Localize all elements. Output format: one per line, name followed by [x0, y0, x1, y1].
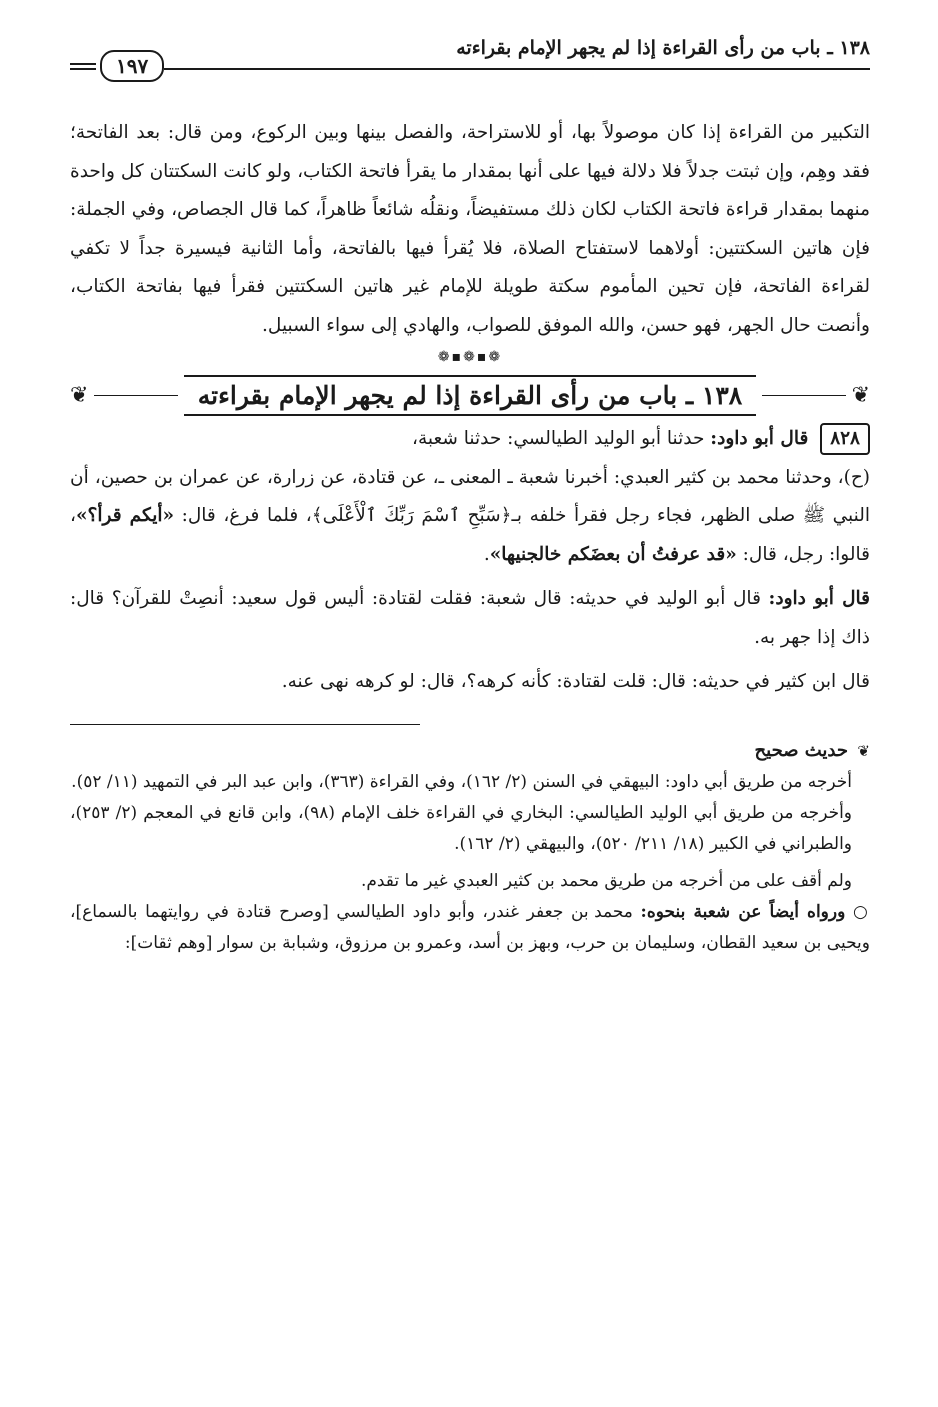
narrator-label: قال أبو داود: — [768, 588, 870, 609]
ibn-kathir-comment: قال ابن كثير في حديثه: قال: قلت لقتادة: كأنه كرهه؟، قال: لو كرهه نهى عنه. — [281, 671, 870, 692]
flourish-icon: ❦ — [851, 383, 870, 408]
bullet-icon: ○ — [852, 901, 871, 922]
chain-text: (ح)، وحدثنا محمد بن كثير العبدي: أخبرنا شعبة ـ المعنى ـ، عن قتادة، عن زرارة، عن عمران بن حصين، أن النبي ﷺ صلى الظهر، فجاء رجل فقرأ خلفه بـ﴿سَبِّحِ ٱسْمَ رَبِّكَ ٱلْأَعْلَى﴾، فلما فرغ، قال: — [70, 466, 870, 526]
narrator-label: قال أبو داود: — [710, 428, 809, 449]
footnote — [70, 735, 870, 959]
prophet-quote: «قد عرفتُ أن بعضَكم خالجنيها» — [489, 543, 737, 565]
running-header — [70, 28, 870, 78]
abu-dawud-comment — [70, 580, 870, 657]
hadith-opening — [70, 420, 870, 459]
ornament-divider: ❁▪❁▪❁ — [437, 349, 503, 365]
comment-text: قال أبو الوليد في حديثه: قال شعبة: فقلت لقتادة: أليس قول سعيد: أنصِتْ للقرآن؟ قال: ذاك إذا جهر به. — [70, 588, 870, 648]
book-page — [70, 28, 870, 1388]
footnote-divider-wrap — [70, 724, 870, 725]
grade-line — [70, 735, 870, 767]
footnote-paragraph: وأخرجه من طريق أبي الوليد الطيالسي: البخاري في القراءة خلف الإمام (٩٨)، وابن قانع في المعجم (٢/ ٢٥٣)، والطبراني في الكبير (١٨/ ٢١١/ ٥٢٠)، والبيهقي (٢/ ١٦٢). — [70, 802, 853, 854]
footnote-paragraph: أخرجه من طريق أبي داود: البيهقي في السنن (٢/ ١٦٢)، وفي القراءة (٣٦٣)، وابن عبد البر في التمهيد (١١/ ٥٢). — [71, 771, 852, 792]
hadith-number: ٨٢٨ — [820, 423, 870, 455]
footnote-paragraph: ولم أقف على من أخرجه من طريق محمد بن كثير العبدي غير ما تقدم. — [360, 870, 852, 891]
page-number: ١٩٧ — [100, 50, 164, 82]
footnote-text: محمد بن جعفر غندر، وأبو داود الطيالسي [وصرح قتادة في روايتهما بالسماع]، ويحيى بن سعيد القطان، وسليمان بن حرب، وبهز بن أسد، وعمرو بن مرزوق، وشبابة بن سوار [وهم ثقات]: — [70, 901, 870, 953]
hadith-body — [70, 459, 870, 575]
footnote-paragraph — [70, 897, 870, 959]
end-text: . — [483, 543, 490, 565]
footnote-divider — [70, 724, 420, 725]
hadith-block — [70, 420, 870, 702]
prophet-quote: «أيكم قرأ؟» — [75, 505, 175, 526]
chapter-heading — [70, 375, 870, 416]
flourish-icon: ❦ — [70, 383, 89, 408]
isnad-text: حدثنا أبو الوليد الطيالسي: حدثنا شعبة، — [411, 428, 705, 449]
grade-label: حديث صحيح — [754, 739, 849, 761]
grade-icon: ❦ — [857, 741, 870, 760]
chapter-title: ١٣٨ ـ باب من رأى القراءة إذا لم يجهر الإمام بقراءته — [184, 375, 756, 416]
flourish-line — [94, 395, 177, 396]
mid-text: ، قالوا: رجل، قال: — [70, 505, 870, 565]
page-number-rule — [70, 63, 96, 70]
running-title: ١٣٨ ـ باب من رأى القراءة إذا لم يجهر الإمام بقراءته — [456, 37, 870, 59]
section-bold: ورواه أيضاً عن شعبة بنحوه: — [640, 901, 846, 922]
page-number-badge — [70, 50, 164, 82]
preceding-text — [70, 114, 870, 345]
paragraph: التكبير من القراءة إذا كان موصولاً بها، أو للاستراحة، والفصل بينها وبين الركوع، ومن قال: بعد الفاتحة؛ فقد وهِم، وإن ثبتت جدلاً فلا دلالة فيها على أنها بمقدار ما يقرأ فاتحة الكتاب، ولو كانت السكتتان كل واحدة منهما بمقدار قراءة فاتحة الكتاب لكان ذلك مستفيضاً، ونقلُه شائعاً ظاهراً، كما قال الجصاص، وفي الجملة: فإن هاتين السكتتين: أولاهما لاستفتاح الصلاة، فلا يُقرأ فيها بالفاتحة، وأما الثانية فيسيرة جداً لا تكفي لقراءة الفاتحة، فإن تحين المأموم سكتة طويلة للإمام غير هاتين السكتتين فقرأ فيها بفاتحة الكتاب، وأنصت حال الجهر، فهو حسن، والله الموفق للصواب، والهادي إلى سواء السبيل. — [70, 122, 870, 336]
flourish-line — [762, 395, 845, 396]
